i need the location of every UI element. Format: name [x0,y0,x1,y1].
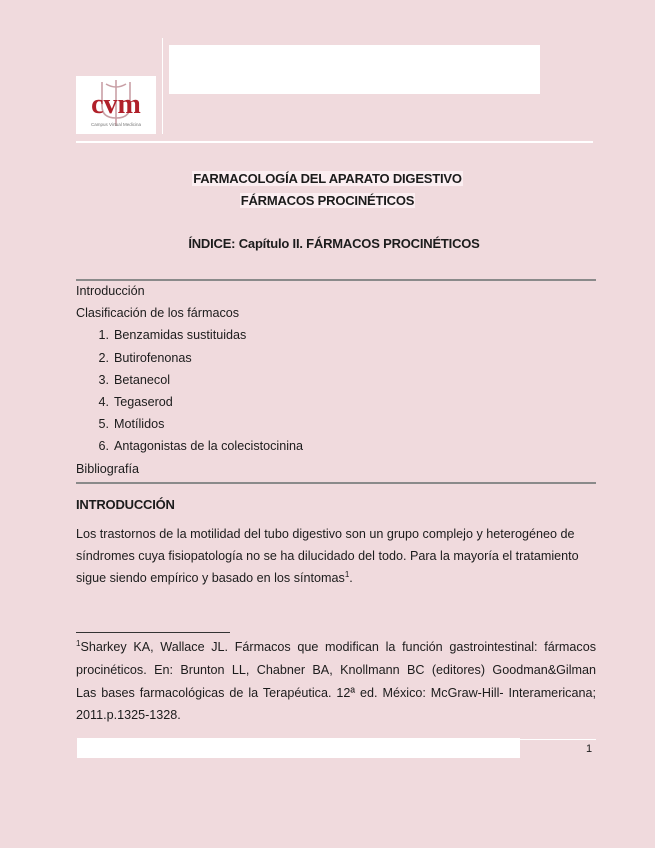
toc-item-clasificacion: Clasificación de los fármacos [76,306,240,321]
footnote-line: $^1$Sharkey KA, Wallace JL. Fármacos que modifican la función gastrointestinal: fármacos [76,638,596,654]
toc-subitem-label: Tegaserod [114,394,173,409]
footnote-mark: 1 [76,638,81,648]
toc-subitem [76,347,239,369]
toc-subitem-number: 3. [98,372,109,387]
toc-subitem [76,324,247,346]
footer-line [520,739,596,740]
intro-line: síndromes cuya fisiopatología no se ha dilucidado del todo. Para la mayoría el tratamiento [76,549,579,564]
intro-line: Los trastornos de la motilidad del tubo digestivo son un grupo complejo y heterogéneo de [76,527,575,541]
toc-subitem-number: 5. [98,417,109,432]
toc-subitem-number: 4. [98,394,109,409]
toc-item-introduccion: Introducción [76,284,145,298]
toc-bottom-rule [76,482,596,484]
intro-line: sigue siendo empírico y basado en los síntomas$^1$. [76,570,353,586]
toc-subitem-number: 2. [98,350,109,365]
document-subtitle [0,193,655,208]
toc-subitem-number: 1. [98,328,109,343]
page-number: 1 [586,743,593,755]
toc-subitem-label: Motílidos [114,417,165,432]
logo-text: cvm [91,89,141,120]
cvm-logo-graphic [76,76,156,134]
header-divider [76,141,593,143]
footer-box [77,738,520,758]
toc-subitem [76,435,304,457]
toc-item-bibliografia: Bibliografía [76,461,140,476]
cvm-logo [76,76,156,134]
document-title-text: FARMACOLOGÍA DEL APARATO DIGESTIVO [193,171,462,186]
document-subtitle-text: FÁRMACOS PROCINÉTICOS [240,193,415,208]
toc-subitem [76,391,239,413]
footnote-line: Las bases farmacológicas de la Terapéutica. 12ª ed. México: McGraw-Hill- Interamericana; [76,685,596,700]
footnote-separator [76,632,230,633]
footnote [76,636,596,727]
toc-subitem-number: 6. [98,439,109,454]
table-of-contents [76,280,304,480]
toc-subitem-label: Betanecol [114,372,171,387]
footnote-line: procinéticos. En: Brunton LL, Chabner BA, Knollmann BC (editores) Goodman&Gilman [76,662,596,677]
index-title: ÍNDICE: Capítulo II. FÁRMACOS PROCINÉTICOS [188,236,480,251]
section-heading-introduccion: INTRODUCCIÓN [76,497,175,512]
footnote-reference: 1 [344,570,350,580]
document-title [0,171,655,186]
intro-paragraph [76,523,596,590]
toc-subitem-label: Butirofenonas [114,350,192,365]
toc-subitem-label: Benzamidas sustituidas [114,328,247,343]
logo-subtext: Campus Virtual Medicina [91,122,141,127]
toc-subitem-label: Antagonistas de la colecistocinina [114,439,304,454]
header-box [169,45,540,94]
toc-subitem [76,369,239,391]
header-divider-vertical [162,38,163,134]
footnote-line: 2011.p.1325-1328. [76,708,181,723]
toc-subitem [76,413,239,435]
